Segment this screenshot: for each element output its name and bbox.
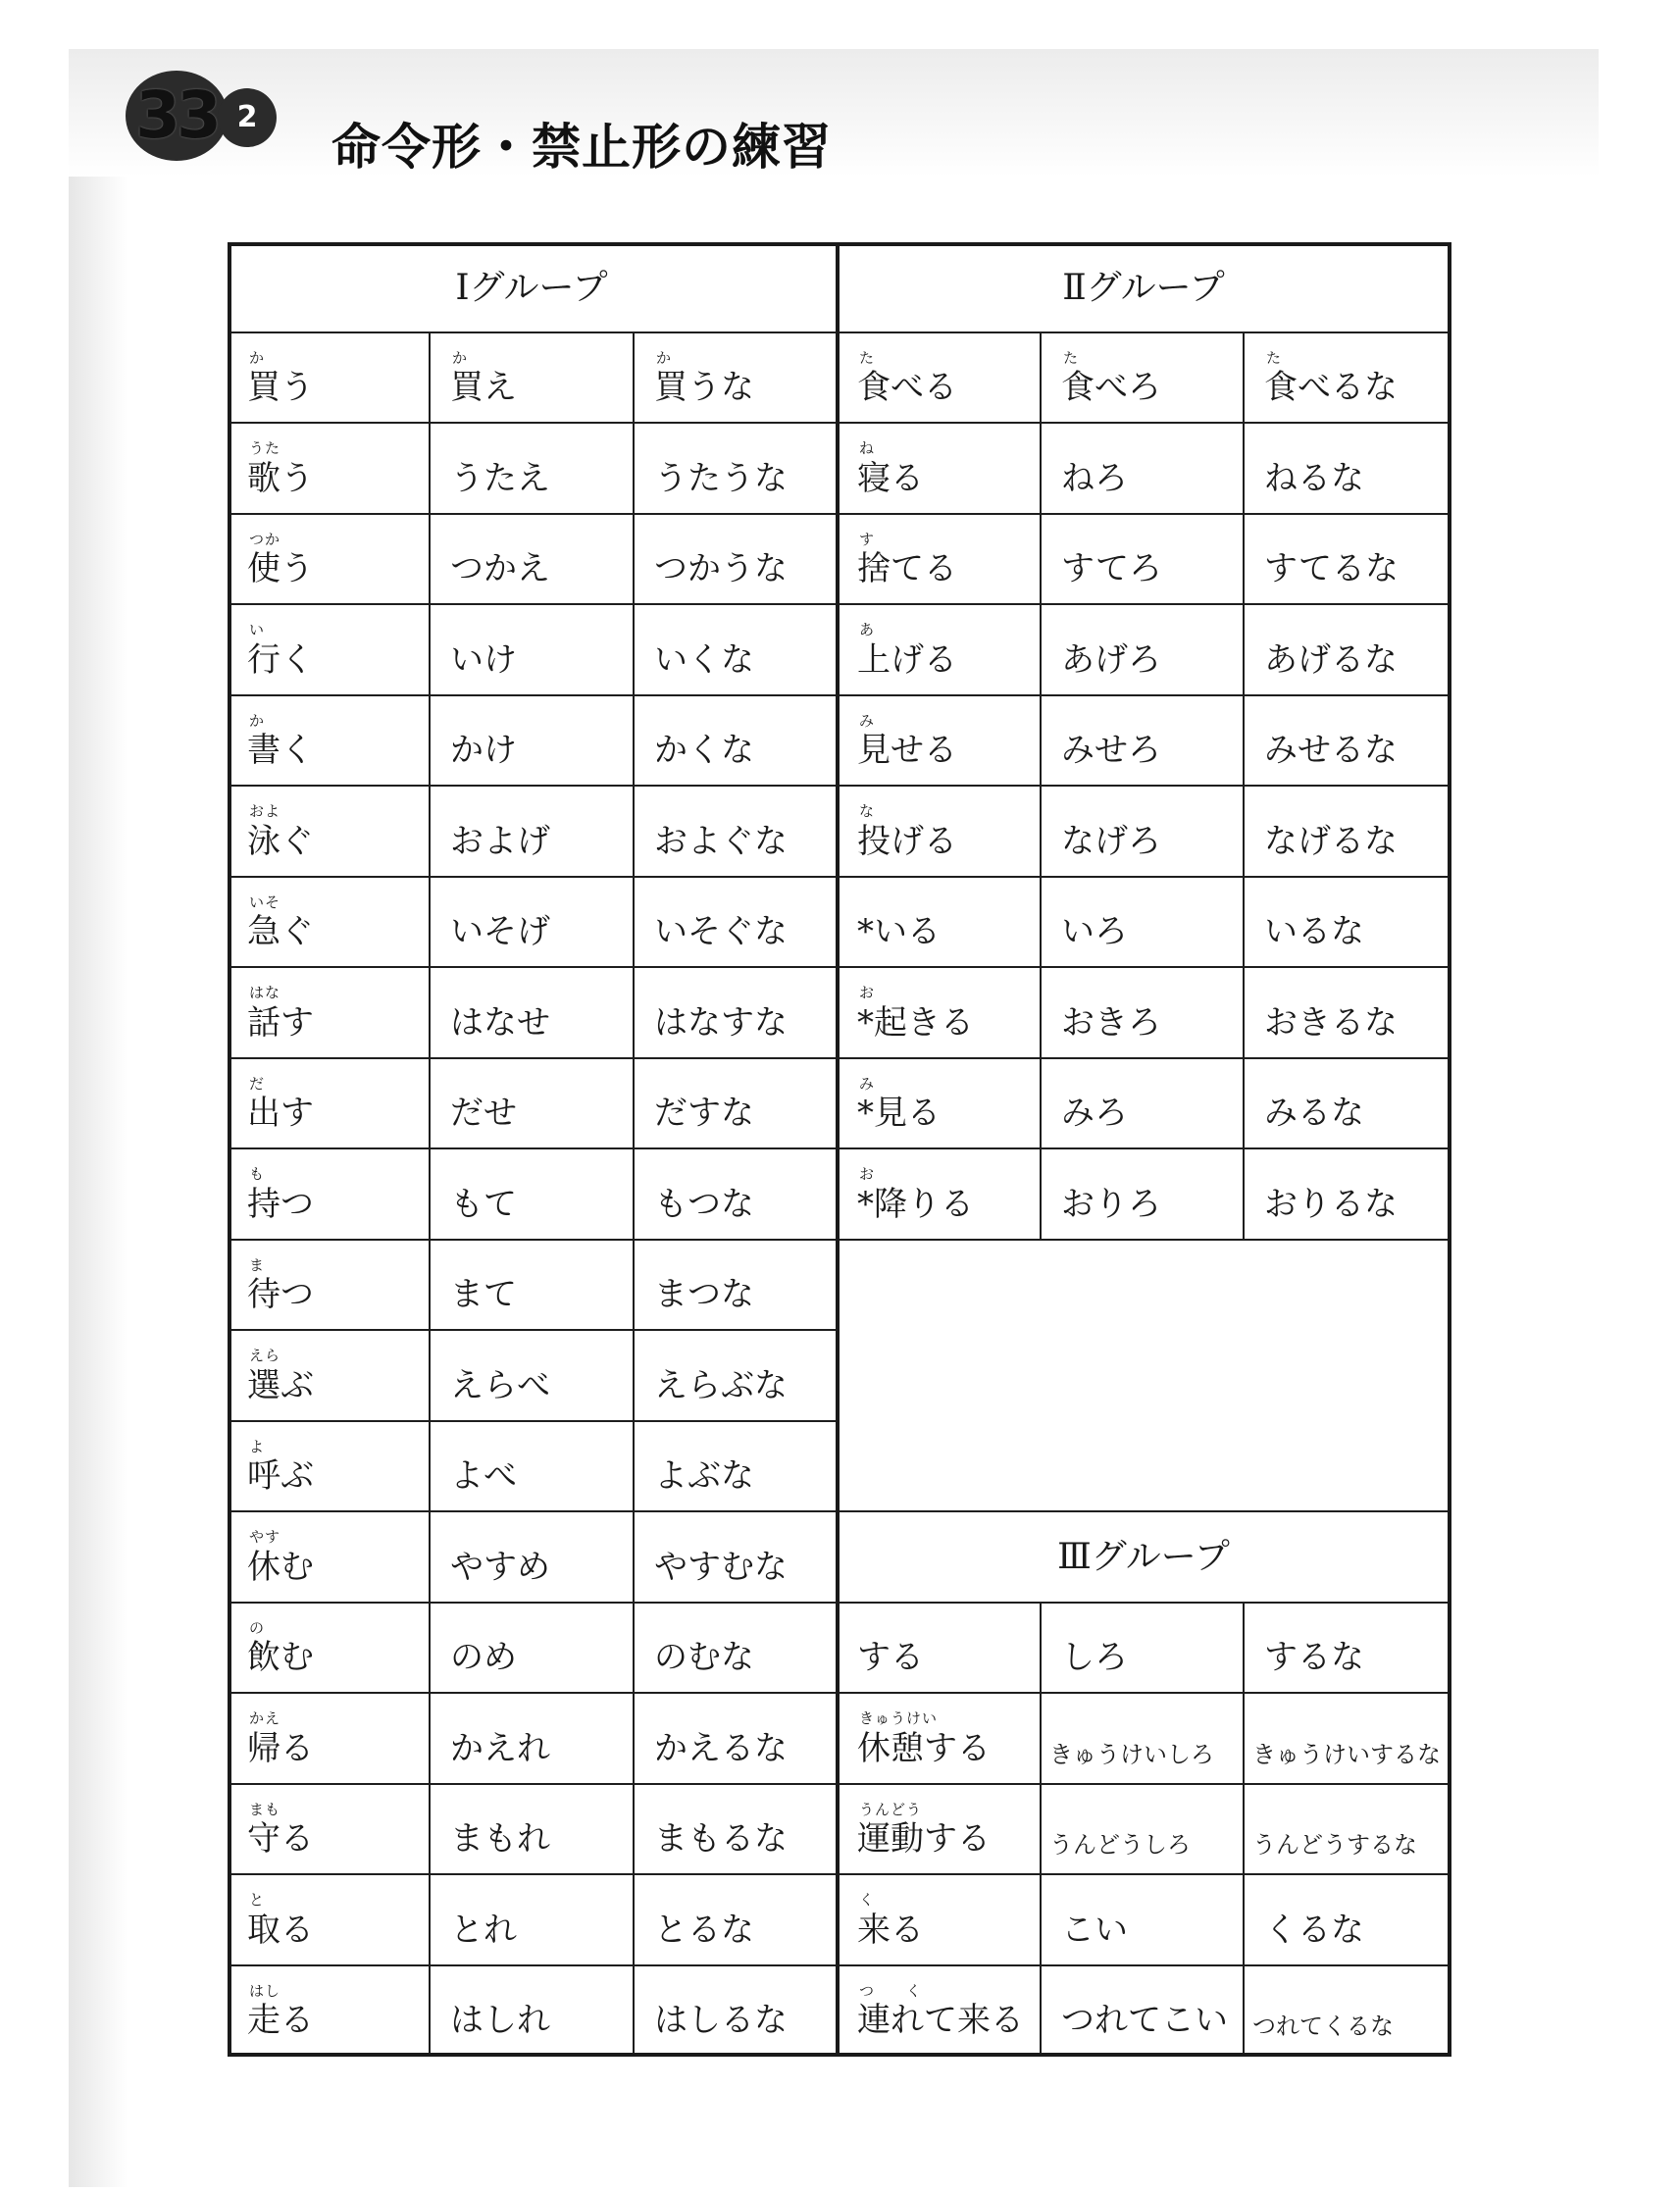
furigana: だ <box>249 1074 266 1093</box>
dictionary-form-cell <box>228 1331 431 1421</box>
command-form-cell-text: おりろ <box>1061 1184 1161 1224</box>
prohibitive-form-cell <box>635 878 838 968</box>
furigana: うんどう <box>859 1800 923 1818</box>
furigana: と <box>249 1891 266 1910</box>
prohibitive-form-cell <box>635 787 838 877</box>
prohibitive-form-cell <box>635 1149 838 1240</box>
command-form-cell-text: うたえ <box>450 458 550 498</box>
prohibitive-form-cell <box>635 515 838 605</box>
prohibitive-form-cell-text: するな <box>1264 1638 1364 1678</box>
dictionary-form-cell-text: *起きる <box>857 1002 974 1043</box>
dictionary-form-cell <box>228 1149 431 1240</box>
prohibitive-form-cell <box>1245 1149 1451 1240</box>
prohibitive-form-cell <box>635 1966 838 2057</box>
dictionary-form-cell <box>228 1241 431 1331</box>
command-form-cell-text: ねろ <box>1061 458 1128 498</box>
furigana: か <box>656 349 673 367</box>
furigana: た <box>859 349 876 367</box>
command-form-cell-text: つれてこい <box>1061 2000 1228 2040</box>
command-form-cell <box>1042 1694 1245 1784</box>
furigana: の <box>249 1618 266 1637</box>
dictionary-form-cell-text: 出す <box>247 1094 314 1134</box>
prohibitive-form-cell-text: いくな <box>654 639 754 680</box>
lesson-number: 33 <box>126 71 228 161</box>
furigana: よ <box>249 1437 266 1455</box>
dictionary-form-cell <box>838 1875 1042 1965</box>
dictionary-form-cell-text: 書く <box>247 731 314 771</box>
furigana: く <box>859 1891 876 1910</box>
command-form-cell-text: はなせ <box>450 1002 550 1043</box>
command-form-cell-text: よべ <box>450 1456 517 1497</box>
command-form-cell-text: しろ <box>1061 1638 1128 1678</box>
command-form-cell <box>431 1875 635 1965</box>
prohibitive-form-cell <box>635 605 838 695</box>
command-form-cell-text: みろ <box>1061 1094 1128 1134</box>
dictionary-form-cell <box>838 1149 1042 1240</box>
command-form-cell-text: こい <box>1061 1910 1128 1950</box>
command-form-cell-text: きゅうけいしろ <box>1049 1740 1214 1768</box>
command-form-cell <box>431 1785 635 1875</box>
prohibitive-form-cell <box>1245 1604 1451 1694</box>
dictionary-form-cell <box>228 424 431 514</box>
furigana: み <box>859 1074 876 1093</box>
command-form-cell <box>1042 515 1245 605</box>
command-form-cell <box>1042 1604 1245 1694</box>
furigana: えら <box>249 1347 281 1365</box>
dictionary-form-cell <box>838 787 1042 877</box>
furigana: あ <box>859 621 876 639</box>
prohibitive-form-cell <box>1245 515 1451 605</box>
dictionary-form-cell-text: 見せる <box>857 731 957 771</box>
dictionary-form-cell-text: 持つ <box>247 1184 314 1224</box>
dictionary-form-cell <box>228 1604 431 1694</box>
command-form-cell <box>1042 1875 1245 1965</box>
prohibitive-form-cell <box>1245 1875 1451 1965</box>
prohibitive-form-cell-text: つれてくるな <box>1252 2012 1394 2040</box>
prohibitive-form-cell <box>635 333 838 424</box>
command-form-cell-text: まもれ <box>450 1819 550 1860</box>
prohibitive-form-cell <box>635 696 838 787</box>
dictionary-form-cell <box>228 1966 431 2057</box>
prohibitive-form-cell <box>1245 787 1451 877</box>
dictionary-form-cell-text: *見る <box>857 1094 941 1134</box>
furigana: やす <box>249 1528 281 1547</box>
dictionary-form-cell-text: 上げる <box>857 639 957 680</box>
dictionary-form-cell-text: する <box>857 1638 924 1678</box>
dictionary-form-cell <box>838 878 1042 968</box>
command-form-cell-text: みせろ <box>1061 731 1161 771</box>
command-form-cell <box>431 1966 635 2057</box>
prohibitive-form-cell-text: やすむな <box>654 1547 788 1587</box>
command-form-cell <box>1042 878 1245 968</box>
prohibitive-form-cell <box>635 1512 838 1603</box>
furigana: きゅうけい <box>859 1709 939 1728</box>
command-form-cell-text: おきろ <box>1061 1002 1161 1043</box>
dictionary-form-cell <box>838 515 1042 605</box>
prohibitive-form-cell <box>635 1604 838 1694</box>
furigana: まも <box>249 1800 281 1818</box>
command-form-cell <box>431 1149 635 1240</box>
furigana: かえ <box>249 1709 281 1728</box>
dictionary-form-cell-text: 行く <box>247 639 314 680</box>
command-form-cell <box>431 878 635 968</box>
command-form-cell <box>431 605 635 695</box>
prohibitive-form-cell-text: よぶな <box>654 1456 754 1497</box>
group3-header: Ⅲグループ <box>838 1512 1451 1603</box>
dictionary-form-cell <box>838 605 1042 695</box>
command-form-cell-text: いろ <box>1061 912 1128 952</box>
prohibitive-form-cell-text: はなすな <box>654 1002 788 1043</box>
command-form-cell-text: えらべ <box>450 1365 550 1405</box>
prohibitive-form-cell-text: すてるな <box>1264 549 1400 589</box>
lesson-badge <box>116 67 282 165</box>
dictionary-form-cell <box>838 968 1042 1058</box>
dictionary-form-cell-text: *降りる <box>857 1184 974 1224</box>
command-form-cell-text: のめ <box>450 1638 517 1678</box>
prohibitive-form-cell <box>1245 424 1451 514</box>
prohibitive-form-cell-text: かくな <box>654 731 754 771</box>
command-form-cell <box>1042 605 1245 695</box>
prohibitive-form-cell-text: みせるな <box>1264 731 1398 771</box>
dictionary-form-cell <box>838 1604 1042 1694</box>
dictionary-form-cell <box>228 878 431 968</box>
furigana: み <box>859 711 876 730</box>
prohibitive-form-cell-text: およぐな <box>654 821 788 861</box>
command-form-cell <box>431 1241 635 1331</box>
prohibitive-form-cell <box>635 1785 838 1875</box>
command-form-cell <box>1042 424 1245 514</box>
dictionary-form-cell-text: 食べる <box>857 368 957 408</box>
dictionary-form-cell <box>228 1422 431 1512</box>
command-form-cell <box>1042 1149 1245 1240</box>
prohibitive-form-cell-text: 食べるな <box>1264 368 1398 408</box>
prohibitive-form-cell <box>635 1694 838 1784</box>
dictionary-form-cell-text: 急ぐ <box>247 912 314 952</box>
command-form-cell-text: まて <box>450 1275 517 1315</box>
furigana: お <box>859 1165 876 1184</box>
furigana: か <box>249 711 266 730</box>
command-form-cell <box>1042 968 1245 1058</box>
furigana: も <box>249 1165 266 1184</box>
dictionary-form-cell <box>228 333 431 424</box>
prohibitive-form-cell <box>1245 605 1451 695</box>
dictionary-form-cell <box>228 1785 431 1875</box>
dictionary-form-cell-text: 来る <box>857 1910 924 1950</box>
prohibitive-form-cell <box>1245 1694 1451 1784</box>
dictionary-form-cell-text: 選ぶ <box>247 1365 314 1405</box>
prohibitive-form-cell <box>1245 1785 1451 1875</box>
dictionary-form-cell <box>228 1512 431 1603</box>
empty-area <box>838 1241 1451 1512</box>
furigana: な <box>859 802 876 821</box>
dictionary-form-cell-text: 飲む <box>247 1638 314 1678</box>
prohibitive-form-cell <box>635 1422 838 1512</box>
prohibitive-form-cell <box>1245 968 1451 1058</box>
command-form-cell-text: かけ <box>450 731 517 771</box>
command-form-cell <box>1042 333 1245 424</box>
prohibitive-form-cell <box>1245 333 1451 424</box>
prohibitive-form-cell <box>635 424 838 514</box>
prohibitive-form-cell <box>1245 1966 1451 2057</box>
furigana: うた <box>249 439 281 458</box>
dictionary-form-cell <box>228 1694 431 1784</box>
prohibitive-form-cell-text: なげるな <box>1264 821 1398 861</box>
dictionary-form-cell-text: 捨てる <box>857 549 957 589</box>
command-form-cell-text: およげ <box>450 821 550 861</box>
furigana: いそ <box>249 892 281 911</box>
prohibitive-form-cell-text: おりるな <box>1264 1184 1398 1224</box>
command-form-cell-text: やすめ <box>450 1547 550 1587</box>
dictionary-form-cell <box>228 696 431 787</box>
prohibitive-form-cell-text: 買うな <box>654 368 754 408</box>
prohibitive-form-cell-text: えらぶな <box>654 1365 788 1405</box>
dictionary-form-cell <box>838 424 1042 514</box>
command-form-cell <box>1042 1059 1245 1149</box>
command-form-cell-text: 食べろ <box>1061 368 1161 408</box>
furigana: はな <box>249 984 281 1002</box>
command-form-cell-text: はしれ <box>450 2000 550 2040</box>
prohibitive-form-cell-text: まつな <box>654 1275 754 1315</box>
command-form-cell <box>431 1604 635 1694</box>
prohibitive-form-cell <box>1245 1059 1451 1149</box>
command-form-cell-text: とれ <box>450 1910 517 1950</box>
command-form-cell-text: うんどうしろ <box>1049 1831 1191 1860</box>
command-form-cell <box>431 968 635 1058</box>
dictionary-form-cell <box>838 333 1042 424</box>
dictionary-form-cell <box>228 787 431 877</box>
dictionary-form-cell-text: 使う <box>247 549 314 589</box>
furigana: ね <box>859 439 876 458</box>
command-form-cell-text: かえれ <box>450 1728 550 1768</box>
dictionary-form-cell-text: 運動する <box>857 1819 991 1860</box>
furigana: つ く <box>859 1981 923 2000</box>
dictionary-form-cell <box>838 1785 1042 1875</box>
dictionary-form-cell-text: 休憩する <box>857 1728 991 1768</box>
group1-header: Ⅰグループ <box>228 242 838 333</box>
dictionary-form-cell <box>228 1059 431 1149</box>
command-form-cell <box>431 1512 635 1603</box>
scan-shadow <box>69 49 127 2187</box>
dictionary-form-cell-text: 守る <box>247 1819 314 1860</box>
dictionary-form-cell-text: 投げる <box>857 821 957 861</box>
prohibitive-form-cell <box>635 1241 838 1331</box>
furigana: つか <box>249 530 281 548</box>
command-form-cell-text: あげろ <box>1061 639 1161 680</box>
dictionary-form-cell <box>838 1966 1042 2057</box>
prohibitive-form-cell-text: だすな <box>654 1094 754 1134</box>
dictionary-form-cell-text: 走る <box>247 2000 314 2040</box>
prohibitive-form-cell-text: みるな <box>1264 1094 1364 1134</box>
dictionary-form-cell-text: 待つ <box>247 1275 314 1315</box>
prohibitive-form-cell-text: うんどうするな <box>1252 1831 1417 1860</box>
command-form-cell-text: だせ <box>450 1094 517 1134</box>
prohibitive-form-cell <box>1245 696 1451 787</box>
furigana: か <box>452 349 469 367</box>
prohibitive-form-cell <box>635 968 838 1058</box>
dictionary-form-cell-text: 休む <box>247 1547 314 1587</box>
prohibitive-form-cell-text: つかうな <box>654 549 788 589</box>
command-form-cell <box>1042 787 1245 877</box>
dictionary-form-cell <box>838 1059 1042 1149</box>
prohibitive-form-cell-text: おきるな <box>1264 1002 1398 1043</box>
page-title: 命令形・禁止形の練習 <box>331 119 832 176</box>
furigana: す <box>859 530 876 548</box>
furigana: およ <box>249 802 281 821</box>
dictionary-form-cell-text: 呼ぶ <box>247 1456 314 1497</box>
dictionary-form-cell-text: 取る <box>247 1910 314 1950</box>
group2-header: Ⅱグループ <box>838 242 1451 333</box>
prohibitive-form-cell-text: はしるな <box>654 2000 788 2040</box>
command-form-cell-text: もて <box>450 1184 517 1224</box>
prohibitive-form-cell-text: かえるな <box>654 1728 788 1768</box>
command-form-cell <box>431 1422 635 1512</box>
prohibitive-form-cell <box>635 1331 838 1421</box>
command-form-cell <box>431 696 635 787</box>
dictionary-form-cell-text: *いる <box>857 912 941 952</box>
dictionary-form-cell <box>228 968 431 1058</box>
furigana: はし <box>249 1981 281 2000</box>
prohibitive-form-cell-text: くるな <box>1264 1910 1364 1950</box>
dictionary-form-cell <box>228 515 431 605</box>
command-form-cell <box>1042 696 1245 787</box>
dictionary-form-cell <box>228 1875 431 1965</box>
command-form-cell-text: いけ <box>450 639 517 680</box>
command-form-cell-text: いそげ <box>450 912 550 952</box>
command-form-cell-text: 買え <box>450 368 517 408</box>
dictionary-form-cell <box>228 605 431 695</box>
prohibitive-form-cell-text: きゅうけいするな <box>1252 1740 1441 1768</box>
command-form-cell-text: すてろ <box>1061 549 1163 589</box>
dictionary-form-cell-text: 泳ぐ <box>247 821 314 861</box>
furigana: た <box>1063 349 1080 367</box>
command-form-cell <box>431 787 635 877</box>
dictionary-form-cell-text: 帰る <box>247 1728 314 1768</box>
scan-shadow-top <box>69 49 1599 177</box>
prohibitive-form-cell-text: のむな <box>654 1638 754 1678</box>
prohibitive-form-cell <box>1245 878 1451 968</box>
lesson-sub-number: 2 <box>218 88 277 147</box>
prohibitive-form-cell-text: ねるな <box>1264 458 1364 498</box>
furigana: た <box>1266 349 1283 367</box>
furigana: い <box>249 621 266 639</box>
furigana: か <box>249 349 266 367</box>
prohibitive-form-cell-text: まもるな <box>654 1819 788 1860</box>
prohibitive-form-cell-text: いるな <box>1264 912 1364 952</box>
command-form-cell <box>431 1694 635 1784</box>
prohibitive-form-cell-text: うたうな <box>654 458 788 498</box>
dictionary-form-cell-text: 連れて来る <box>857 2000 1024 2040</box>
prohibitive-form-cell-text: もつな <box>654 1184 754 1224</box>
command-form-cell-text: つかえ <box>450 549 550 589</box>
command-form-cell <box>431 1331 635 1421</box>
command-form-cell <box>431 515 635 605</box>
dictionary-form-cell-text: 話す <box>247 1002 314 1043</box>
command-form-cell <box>1042 1966 1245 2057</box>
dictionary-form-cell <box>838 696 1042 787</box>
furigana: ま <box>249 1255 266 1274</box>
dictionary-form-cell-text: 歌う <box>247 458 314 498</box>
prohibitive-form-cell <box>635 1875 838 1965</box>
command-form-cell <box>431 1059 635 1149</box>
prohibitive-form-cell <box>635 1059 838 1149</box>
command-form-cell <box>431 424 635 514</box>
prohibitive-form-cell-text: とるな <box>654 1910 754 1950</box>
command-form-cell-text: なげろ <box>1061 821 1161 861</box>
dictionary-form-cell-text: 買う <box>247 368 314 408</box>
command-form-cell <box>431 333 635 424</box>
furigana: お <box>859 984 876 1002</box>
dictionary-form-cell-text: 寝る <box>857 458 924 498</box>
prohibitive-form-cell-text: あげるな <box>1264 639 1398 680</box>
command-form-cell <box>1042 1785 1245 1875</box>
dictionary-form-cell <box>838 1694 1042 1784</box>
prohibitive-form-cell-text: いそぐな <box>654 912 788 952</box>
